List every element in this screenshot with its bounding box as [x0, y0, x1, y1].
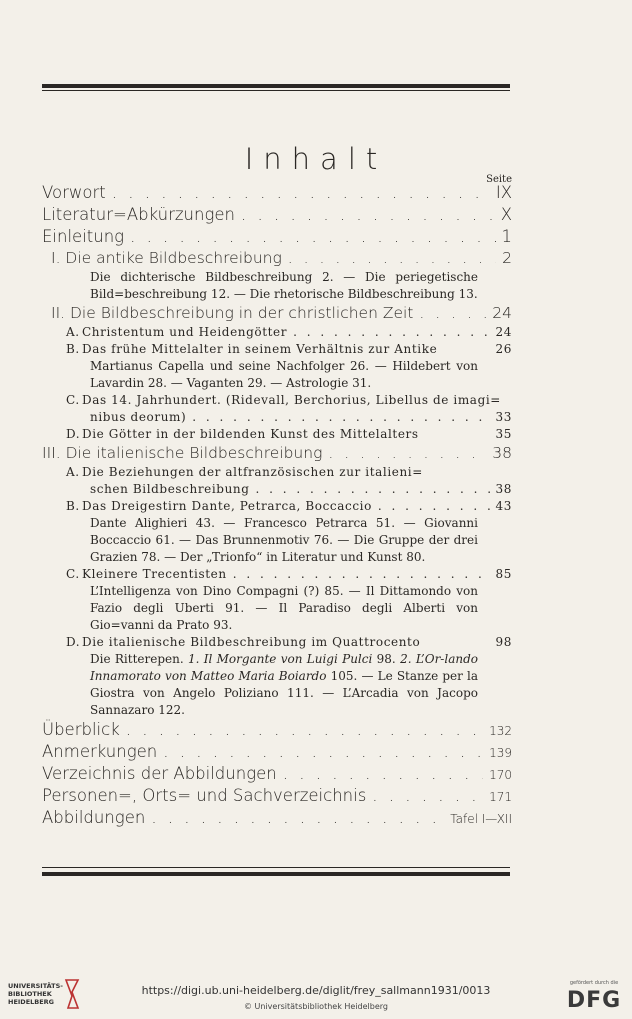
toc-entry-abbildungen[interactable]: Abbildungen . . . Tafel I—XII [42, 807, 512, 829]
toc-entry-anmerkungen[interactable]: Anmerkungen . . . 139 [42, 741, 512, 763]
toc-subentries-iii-d: Die Ritterepen. 1. Il Morgante von Luigi Pulci 98. 2. L’Or-lando Innamorato von Matteo Maria Boiardo 105. — Le Stanze per la Giostra von Angelo Poliziano 111. — L’Arcadia von Jacopo Sannazaro 122. [90, 652, 478, 717]
seite-label: Seite [486, 174, 512, 185]
toc-entry-vorwort[interactable]: Vorwort . . . IX [42, 182, 512, 204]
toc-entry-iii-b[interactable]: B. Das Dreigestirn Dante, Petrarca, Boccaccio . . . 43 [42, 498, 512, 515]
funded-by-text: gefördert durch die [569, 980, 619, 986]
toc-entry-literatur[interactable]: Literatur=Abkürzungen . . . X [42, 204, 512, 226]
toc-entry-iii-d[interactable]: D. Die italienische Bildbeschreibung im Quattrocento 98 [66, 635, 512, 649]
bottom-rule [42, 872, 510, 876]
toc-subentries-iii-b: Dante Alighieri 43. — Francesco Petrarca 51. — Giovanni Boccaccio 61. — Das Brunnenmotiv 76. — Die Gruppe der drei Grazien 78. — Der „Trionfo“ in Literatur und Kunst 80. [90, 516, 478, 564]
toc-section-i[interactable]: I. Die antike Bildbeschreibung . . . 2 [42, 248, 512, 269]
toc-section-ii[interactable]: II. Die Bildbeschreibung in der christlichen Zeit . . . 24 [42, 303, 512, 324]
toc-subentries-i: Die dichterische Bildbeschreibung 2. — Die periegetische Bild=beschreibung 12. — Die rhetorische Bildbeschreibung 13. [90, 270, 478, 301]
toc-entry-ii-b[interactable]: B. Das frühe Mittelalter in seinem Verhältnis zur Antike 26 [66, 342, 512, 356]
dfg-logo: DFG [566, 988, 622, 1013]
toc-entry-ii-c[interactable]: C. Das 14. Jahrhundert. (Ridevall, Berchorius, Libellus de imagi= [66, 393, 501, 407]
library-logo-icon [62, 978, 82, 1010]
page-title: Inhalt [244, 142, 388, 176]
bottom-rule-thin [42, 867, 510, 868]
toc-subentries-ii-b: Martianus Capella und seine Nachfolger 26. — Hildebert von Lavardin 28. — Vaganten 29. — Astrologie 31. [90, 359, 478, 390]
toc-entry-einleitung[interactable]: Einleitung . . . 1 [42, 226, 512, 248]
toc-entry-verzeichnis[interactable]: Verzeichnis der Abbildungen . . . 170 [42, 763, 512, 785]
copyright-text: © Universitätsbibliothek Heidelberg [243, 1002, 388, 1011]
top-rule [42, 84, 510, 88]
top-rule-thin [42, 90, 510, 91]
toc-section-iii[interactable]: III. Die italienische Bildbeschreibung . . . 38 [42, 443, 512, 464]
footer [0, 972, 632, 1019]
toc-entry-personen[interactable]: Personen=, Orts= und Sachverzeichnis . . . 171 [42, 785, 512, 807]
table-of-contents [42, 182, 512, 829]
toc-entry-iii-a-cont[interactable]: schen Bildbeschreibung . . . 38 [42, 481, 512, 498]
toc-entry-ii-c-cont[interactable]: nibus deorum) . . . 33 [42, 409, 512, 426]
permalink-url[interactable]: https://digi.ub.uni-heidelberg.de/diglit/frey_sallmann1931/0013 [141, 984, 491, 997]
toc-entry-iii-c[interactable]: C. Kleinere Trecentisten . . . 85 [42, 566, 512, 583]
toc-entry-ii-a[interactable]: A. Christentum und Heidengötter . . . 24 [42, 324, 512, 341]
library-name: UNIVERSITÄTS- BIBLIOTHEK HEIDELBERG [8, 982, 63, 1006]
toc-entry-ueberblick[interactable]: Überblick . . . 132 [42, 719, 512, 741]
toc-subentries-iii-c: L’Intelligenza von Dino Compagni (?) 85. — Il Dittamondo von Fazio degli Uberti 91. — Il Paradiso degli Alberti von Gio=vanni da Prato 93. [90, 584, 478, 632]
toc-entry-iii-a[interactable]: A. Die Beziehungen der altfranzösischen zur italieni= [66, 465, 423, 479]
toc-entry-ii-d[interactable]: D. Die Götter in der bildenden Kunst des Mittelalters 35 [66, 427, 512, 441]
